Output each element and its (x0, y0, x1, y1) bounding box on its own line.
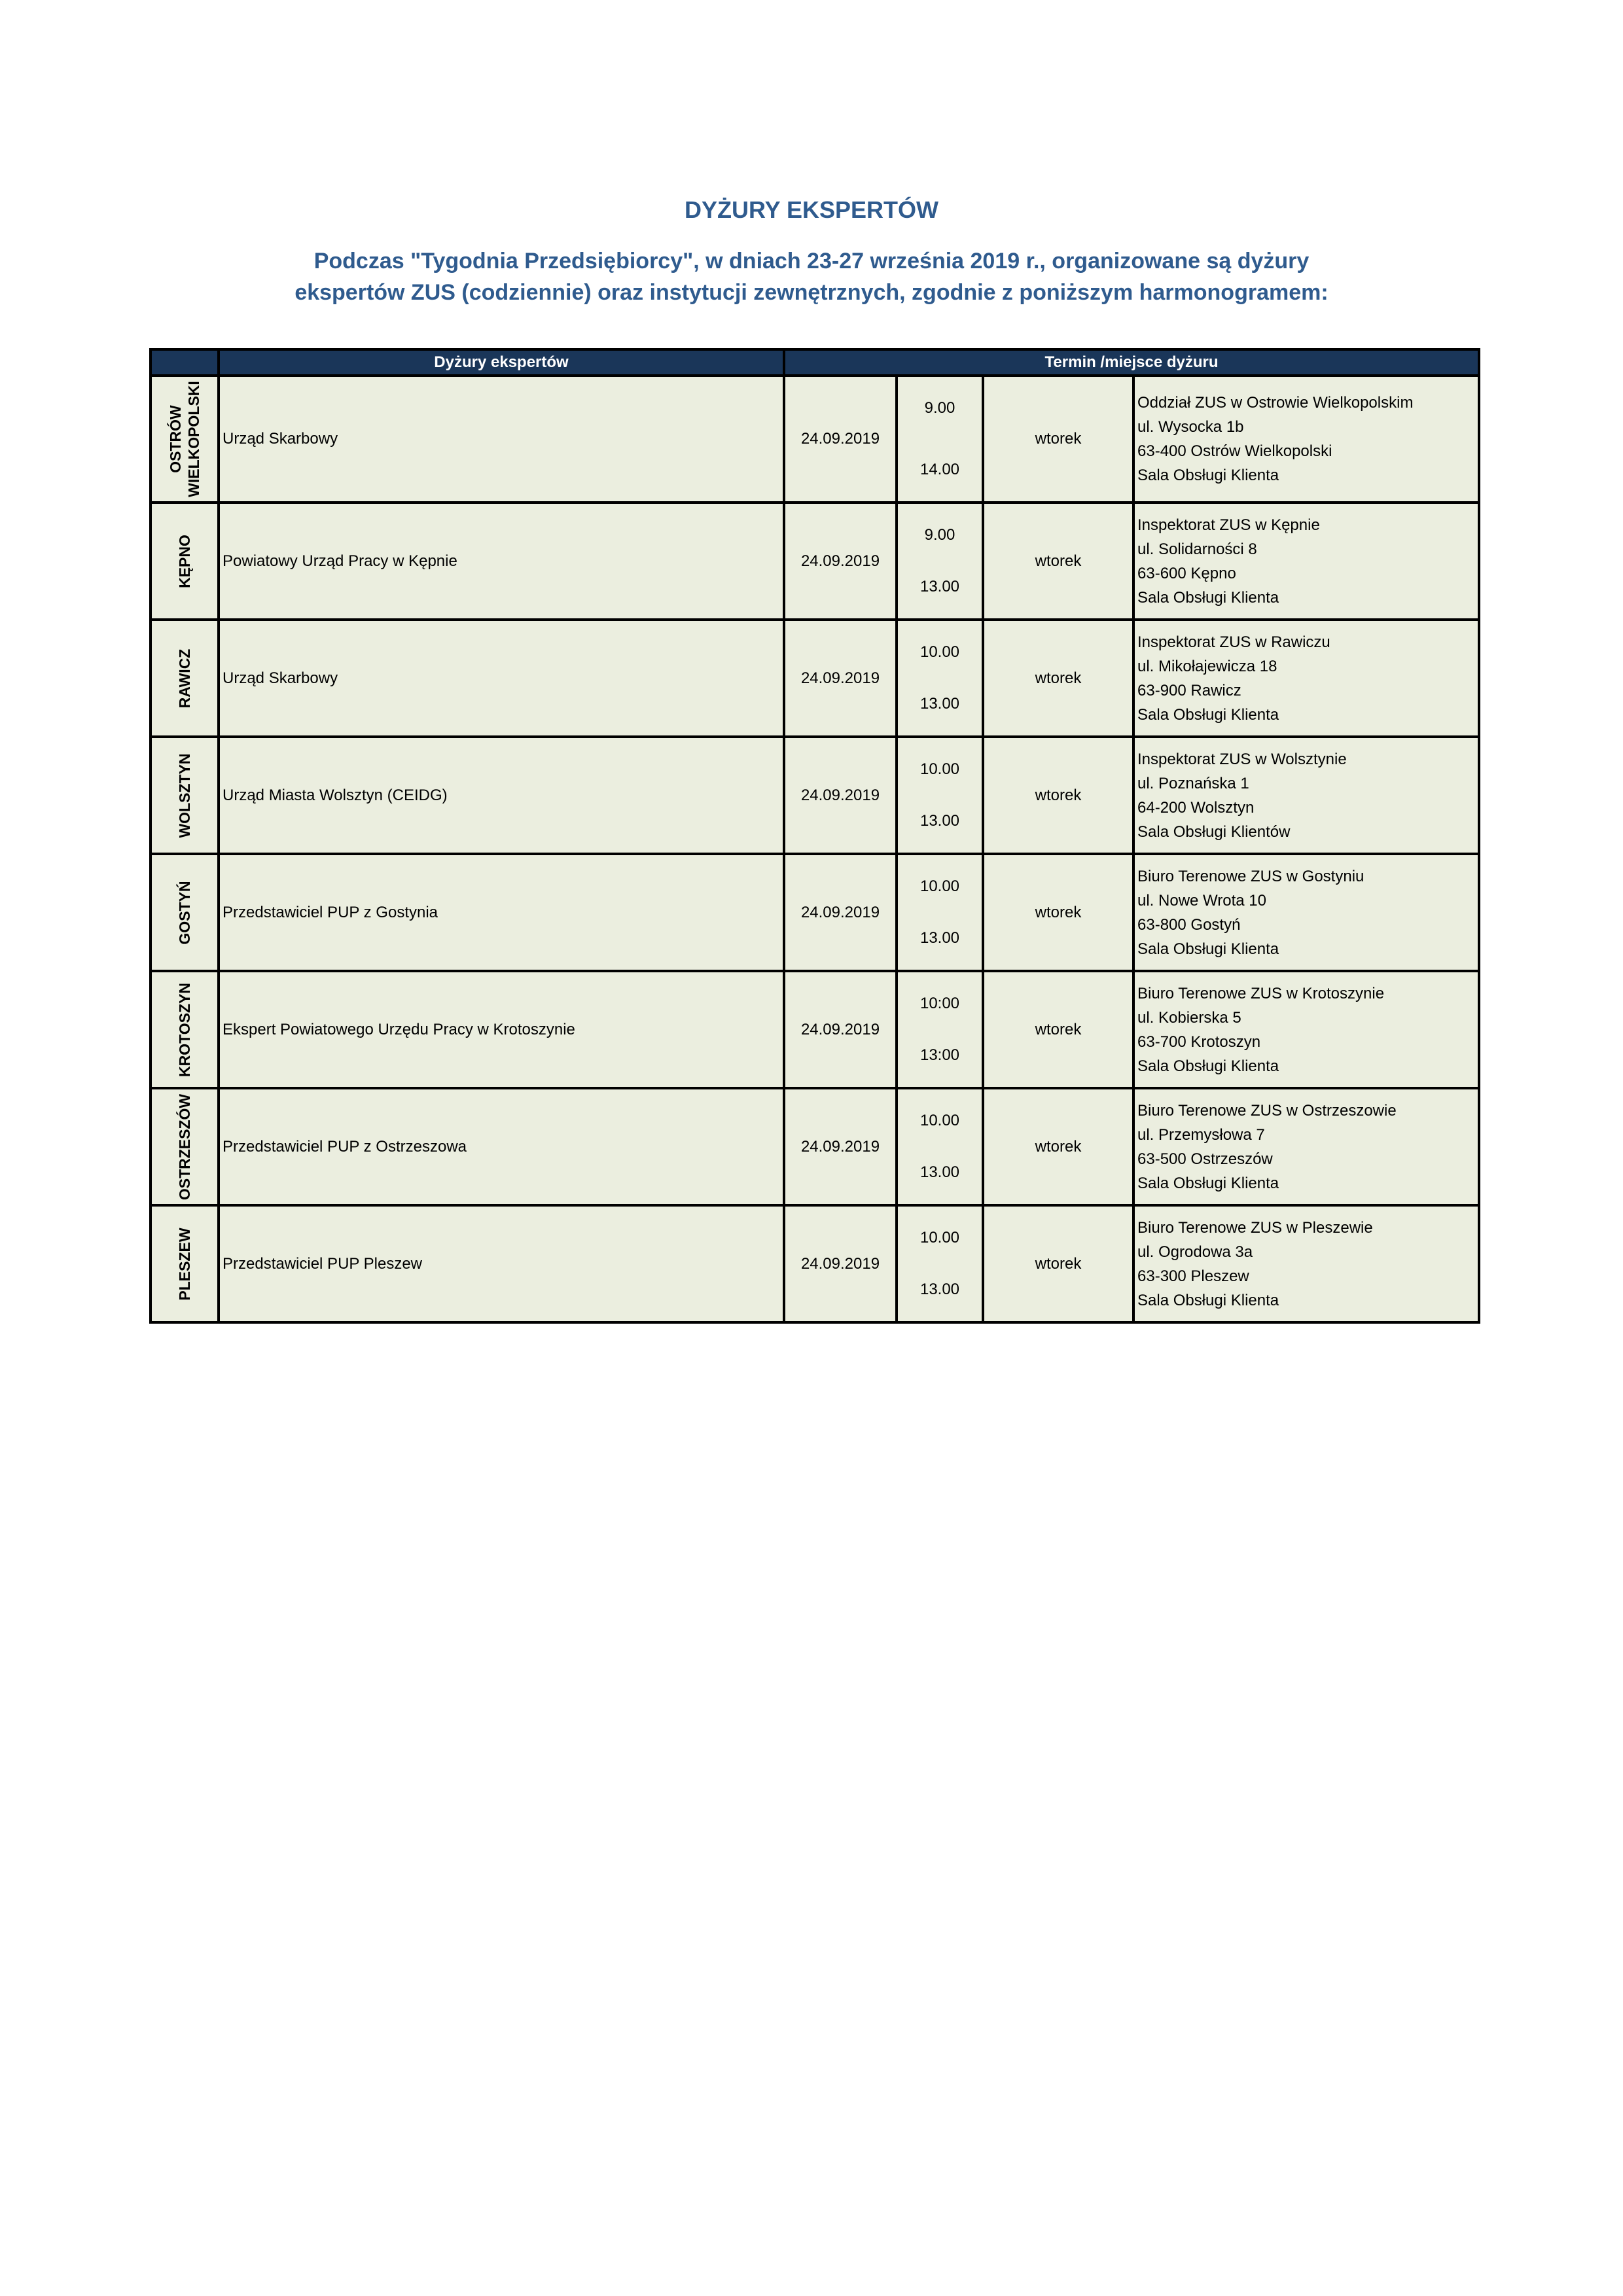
time-end: 13.00 (919, 1280, 960, 1298)
hours-cell (897, 1205, 983, 1322)
expert-cell: Przedstawiciel PUP z Ostrzeszowa (219, 1088, 784, 1205)
date-cell: 24.09.2019 (784, 1088, 897, 1205)
city-name-line-1: GOSTYŃ (176, 880, 193, 945)
address-cell (1133, 1088, 1479, 1205)
time-start: 10.00 (919, 877, 960, 895)
header-blank-cell (151, 349, 219, 376)
hours-cell (897, 503, 983, 620)
date-cell: 24.09.2019 (784, 854, 897, 971)
address-line: Sala Obsługi Klienta (1137, 467, 1279, 484)
table-row (151, 376, 1479, 503)
city-cell (151, 971, 219, 1088)
city-label (175, 753, 194, 838)
address-line: Biuro Terenowe ZUS w Pleszewie (1137, 1218, 1373, 1237)
city-name-line-1: OSTRZESZÓW (176, 1093, 193, 1200)
city-name-line-1: OSTRÓW (167, 405, 184, 473)
address-line: ul. Kobierska 5 (1137, 1008, 1241, 1027)
city-name-line-1: PLESZEW (176, 1227, 193, 1301)
weekday-cell: wtorek (983, 971, 1133, 1088)
city-cell (151, 376, 219, 503)
address-line: Sala Obsługi Klienta (1137, 588, 1279, 607)
address-cell (1133, 854, 1479, 971)
address-line: ul. Nowe Wrota 10 (1137, 891, 1266, 910)
table-row (151, 854, 1479, 971)
expert-cell: Przedstawiciel PUP Pleszew (219, 1205, 784, 1322)
address-line: ul. Poznańska 1 (1137, 774, 1249, 792)
address-line: Sala Obsługi Klienta (1137, 1174, 1279, 1192)
weekday-cell: wtorek (983, 737, 1133, 854)
table-row (151, 1205, 1479, 1322)
city-cell (151, 620, 219, 737)
address-line: Biuro Terenowe ZUS w Gostyniu (1137, 867, 1364, 885)
hours-cell (897, 376, 983, 503)
time-end: 14.00 (919, 461, 960, 478)
expert-cell: Urząd Miasta Wolsztyn (CEIDG) (219, 737, 784, 854)
weekday-cell: wtorek (983, 376, 1133, 503)
address-cell (1133, 737, 1479, 854)
hours-cell (897, 1088, 983, 1205)
city-label (175, 648, 194, 708)
address-line: Inspektorat ZUS w Wolsztynie (1137, 750, 1347, 768)
address-line: 63-400 Ostrów Wielkopolski (1137, 442, 1332, 460)
address-line: Sala Obsługi Klienta (1137, 940, 1279, 958)
time-start: 10.00 (919, 760, 960, 778)
city-name-line-1: KROTOSZYN (176, 982, 193, 1077)
address-line: ul. Solidarności 8 (1137, 540, 1257, 558)
table-row (151, 620, 1479, 737)
page-subtitle (0, 245, 1623, 308)
time-end: 13.00 (919, 578, 960, 595)
hours-cell (897, 737, 983, 854)
city-cell (151, 854, 219, 971)
address-line: 63-500 Ostrzeszów (1137, 1150, 1273, 1168)
subtitle-line-1: Podczas "Tygodnia Przedsiębiorcy", w dniach 23-27 września 2019 r., organizowane są dyżury (313, 249, 1310, 274)
address-line: ul. Wysocka 1b (1137, 418, 1244, 436)
expert-cell: Urząd Skarbowy (219, 620, 784, 737)
time-start: 9.00 (924, 526, 955, 544)
hours-cell (897, 620, 983, 737)
header-experts: Dyżury ekspertów (219, 349, 784, 376)
table-header-row (151, 349, 1479, 376)
city-label (175, 1227, 194, 1300)
address-line: Oddział ZUS w Ostrowie Wielkopolskim (1137, 394, 1414, 412)
schedule-table (149, 348, 1480, 1324)
city-name-line-1: WOLSZTYN (176, 752, 193, 838)
city-cell (151, 503, 219, 620)
address-cell (1133, 1205, 1479, 1322)
address-line: 63-700 Krotoszyn (1137, 1033, 1261, 1051)
city-cell (151, 1088, 219, 1205)
address-line: Biuro Terenowe ZUS w Ostrzeszowie (1137, 1101, 1397, 1120)
address-line: 64-200 Wolsztyn (1137, 798, 1255, 817)
subtitle-line-2: ekspertów ZUS (codziennie) oraz instytucji zewnętrznych, zgodnie z poniższym harmonogramem: (294, 280, 1329, 305)
city-name-line-1: KĘPNO (176, 534, 193, 588)
city-label (175, 1093, 194, 1199)
weekday-cell: wtorek (983, 503, 1133, 620)
hours-cell (897, 854, 983, 971)
table-row (151, 1088, 1479, 1205)
address-line: Inspektorat ZUS w Rawiczu (1137, 633, 1330, 651)
address-line: Sala Obsługi Klienta (1137, 1291, 1279, 1309)
address-cell (1133, 620, 1479, 737)
time-start: 10.00 (919, 1112, 960, 1129)
address-line: 63-800 Gostyń (1137, 915, 1241, 934)
time-end: 13.00 (919, 929, 960, 947)
time-start: 10:00 (919, 995, 960, 1012)
date-cell: 24.09.2019 (784, 971, 897, 1088)
address-line: ul. Mikołajewicza 18 (1137, 657, 1277, 675)
time-end: 13.00 (919, 812, 960, 830)
address-line: Sala Obsługi Klienta (1137, 705, 1279, 724)
time-end: 13.00 (919, 1163, 960, 1181)
time-start: 9.00 (924, 399, 955, 417)
header-term-location: Termin /miejsce dyżuru (784, 349, 1479, 376)
weekday-cell: wtorek (983, 1205, 1133, 1322)
table-row (151, 971, 1479, 1088)
address-line: Sala Obsługi Klienta (1137, 1057, 1279, 1075)
page-title: DYŻURY EKSPERTÓW (684, 196, 939, 223)
address-cell (1133, 971, 1479, 1088)
address-line: Inspektorat ZUS w Kępnie (1137, 516, 1320, 534)
expert-cell: Przedstawiciel PUP z Gostynia (219, 854, 784, 971)
address-line: 63-600 Kępno (1137, 564, 1236, 582)
address-line: Sala Obsługi Klientów (1137, 822, 1291, 841)
city-label (175, 983, 194, 1077)
date-cell: 24.09.2019 (784, 376, 897, 503)
time-end: 13:00 (919, 1046, 960, 1064)
date-cell: 24.09.2019 (784, 1205, 897, 1322)
weekday-cell: wtorek (983, 854, 1133, 971)
date-cell: 24.09.2019 (784, 503, 897, 620)
table-row (151, 737, 1479, 854)
date-cell: 24.09.2019 (784, 737, 897, 854)
address-line: ul. Przemysłowa 7 (1137, 1125, 1265, 1144)
date-cell: 24.09.2019 (784, 620, 897, 737)
address-line: Biuro Terenowe ZUS w Krotoszynie (1137, 984, 1385, 1002)
city-label (175, 881, 194, 944)
hours-cell (897, 971, 983, 1088)
city-cell (151, 1205, 219, 1322)
city-label (175, 535, 194, 588)
city-name-line-2: WIELKOPOLSKI (185, 381, 202, 497)
address-line: ul. Ogrodowa 3a (1137, 1243, 1253, 1261)
city-label (166, 381, 203, 497)
address-cell (1133, 503, 1479, 620)
expert-cell: Powiatowy Urząd Pracy w Kępnie (219, 503, 784, 620)
city-name-line-1: RAWICZ (176, 648, 193, 708)
time-end: 13.00 (919, 695, 960, 713)
address-line: 63-900 Rawicz (1137, 681, 1241, 699)
address-line: 63-300 Pleszew (1137, 1267, 1249, 1285)
time-start: 10.00 (919, 643, 960, 661)
table-row (151, 503, 1479, 620)
weekday-cell: wtorek (983, 620, 1133, 737)
city-cell (151, 737, 219, 854)
time-start: 10.00 (919, 1229, 960, 1246)
weekday-cell: wtorek (983, 1088, 1133, 1205)
expert-cell: Ekspert Powiatowego Urzędu Pracy w Krotoszynie (219, 971, 784, 1088)
address-cell (1133, 376, 1479, 503)
expert-cell: Urząd Skarbowy (219, 376, 784, 503)
